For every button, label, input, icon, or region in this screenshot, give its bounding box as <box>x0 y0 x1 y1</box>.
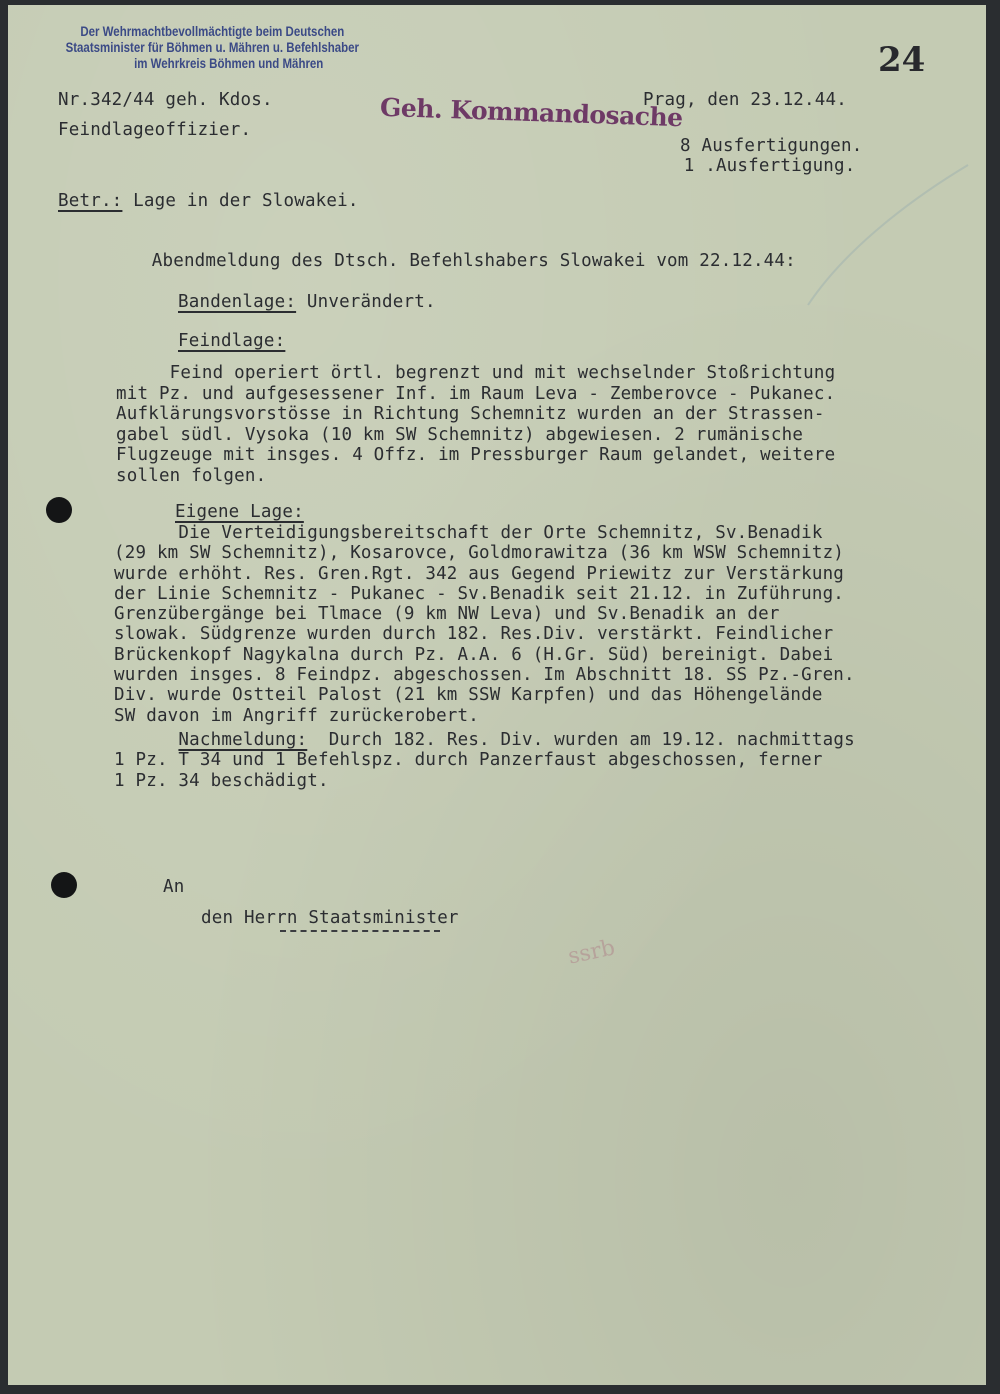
eigene-lage-line: slowak. Südgrenze wurden durch 182. Res.Div. verstärkt. Feindlicher <box>114 624 834 645</box>
eigene-lage-line: SW davon im Angriff zurückerobert. <box>114 705 480 726</box>
eigene-lage-paragraph <box>114 523 855 726</box>
bandenlage-line <box>178 292 436 312</box>
subject-label: Betr.: <box>58 191 123 211</box>
office-stamp <box>36 23 389 71</box>
stamp-line-1: Der Wehrmachtbevollmächtigte beim Deutschen <box>80 23 345 39</box>
signature-dash-line <box>280 930 440 932</box>
report-intro: Abendmeldung des Dtsch. Befehlshabers Slowakei vom 22.12.44: <box>141 251 796 271</box>
bandenlage-text: Unverändert. <box>306 292 436 312</box>
page-number: 24 <box>878 40 926 80</box>
punch-hole-top <box>46 497 72 523</box>
eigene-lage-line: Die Verteidigungsbereitschaft der Orte Schemnitz, Sv.Benadik <box>114 523 823 543</box>
eigene-lage-line: Div. wurde Ostteil Palost (21 km SSW Karpfen) und das Höhengelände <box>114 685 823 706</box>
pencil-stroke-mark <box>768 155 988 325</box>
feindlage-paragraph <box>116 363 835 486</box>
feindlage-line: Flugzeuge mit insges. 4 Offz. im Pressburger Raum gelandet, weitere <box>116 445 836 465</box>
place-date: Prag, den 23.12.44. <box>643 90 847 110</box>
feindlage-line: gabel südl. Vysoka (10 km SW Schemnitz) abgewiesen. 2 rumänische <box>116 424 804 445</box>
subject-text: Lage in der Slowakei. <box>133 191 359 211</box>
feindlage-line: Feind operiert örtl. begrenzt und mit wechselnder Stoßrichtung <box>116 363 836 383</box>
eigene-lage-line: wurde erhöht. Res. Gren.Rgt. 342 aus Gegend Priewitz zur Verstärkung <box>114 563 845 584</box>
addressee-name: den Herrn Staatsminister <box>201 908 459 928</box>
nachmeldung-paragraph <box>114 730 855 791</box>
eigene-lage-heading: Eigene Lage: <box>175 502 304 522</box>
eigene-lage-line: Grenzübergänge bei Tlmace (9 km NW Leva) und Sv.Benadik an der <box>114 604 780 625</box>
copies-count: 8 Ausfertigungen. <box>680 136 863 156</box>
classification-stamp: Geh. Kommandosache <box>379 92 684 133</box>
eigene-lage-line: (29 km SW Schemnitz), Kosarovce, Goldmorawitza (36 km WSW Schemnitz) <box>114 543 845 564</box>
reference-number: Nr.342/44 geh. Kdos. <box>58 90 273 110</box>
nachmeldung-heading: Nachmeldung: <box>178 730 308 750</box>
faint-pencil-mark: ssrb <box>565 935 618 970</box>
document-page <box>8 5 986 1385</box>
bandenlage-heading: Bandenlage: <box>178 292 297 312</box>
eigene-lage-line: Brückenkopf Nagykalna durch Pz. A.A. 6 (H.Gr. Süd) bereinigt. Dabei <box>114 644 834 665</box>
nachmeldung-line: 1 Pz. T 34 und 1 Befehlspz. durch Panzerfaust abgeschossen, ferner <box>114 750 823 771</box>
feindlage-line: sollen folgen. <box>116 465 267 486</box>
subject-line <box>58 191 359 211</box>
stamp-line-3: im Wehrkreis Böhmen und Mähren <box>134 55 324 71</box>
eigene-lage-line: der Linie Schemnitz - Pukanec - Sv.Benadik seit 21.12. in Zuführung. <box>114 583 845 604</box>
nachmeldung-line: 1 Pz. 34 beschädigt. <box>114 770 329 791</box>
feindlage-line: Aufklärungsvorstösse in Richtung Schemnitz wurden an der Strassen- <box>116 404 825 424</box>
copy-number: 1 .Ausfertigung. <box>673 156 856 176</box>
eigene-lage-line: wurden insges. 8 Feindpz. abgeschossen. Im Abschnitt 18. SS Pz.-Gren. <box>114 665 855 686</box>
sender-office: Feindlageoffizier. <box>58 120 252 140</box>
feindlage-heading: Feindlage: <box>178 331 286 351</box>
feindlage-line: mit Pz. und aufgesessener Inf. im Raum Leva - Zemberovce - Pukanec. <box>116 383 836 404</box>
punch-hole-bottom <box>51 872 77 898</box>
addressee-an: An <box>163 877 185 897</box>
stamp-line-2: Staatsminister für Böhmen u. Mähren u. Befehlshaber <box>65 39 360 55</box>
nachmeldung-line: Nachmeldung: Durch 182. Res. Div. wurden am 19.12. nachmittags <box>178 730 855 750</box>
